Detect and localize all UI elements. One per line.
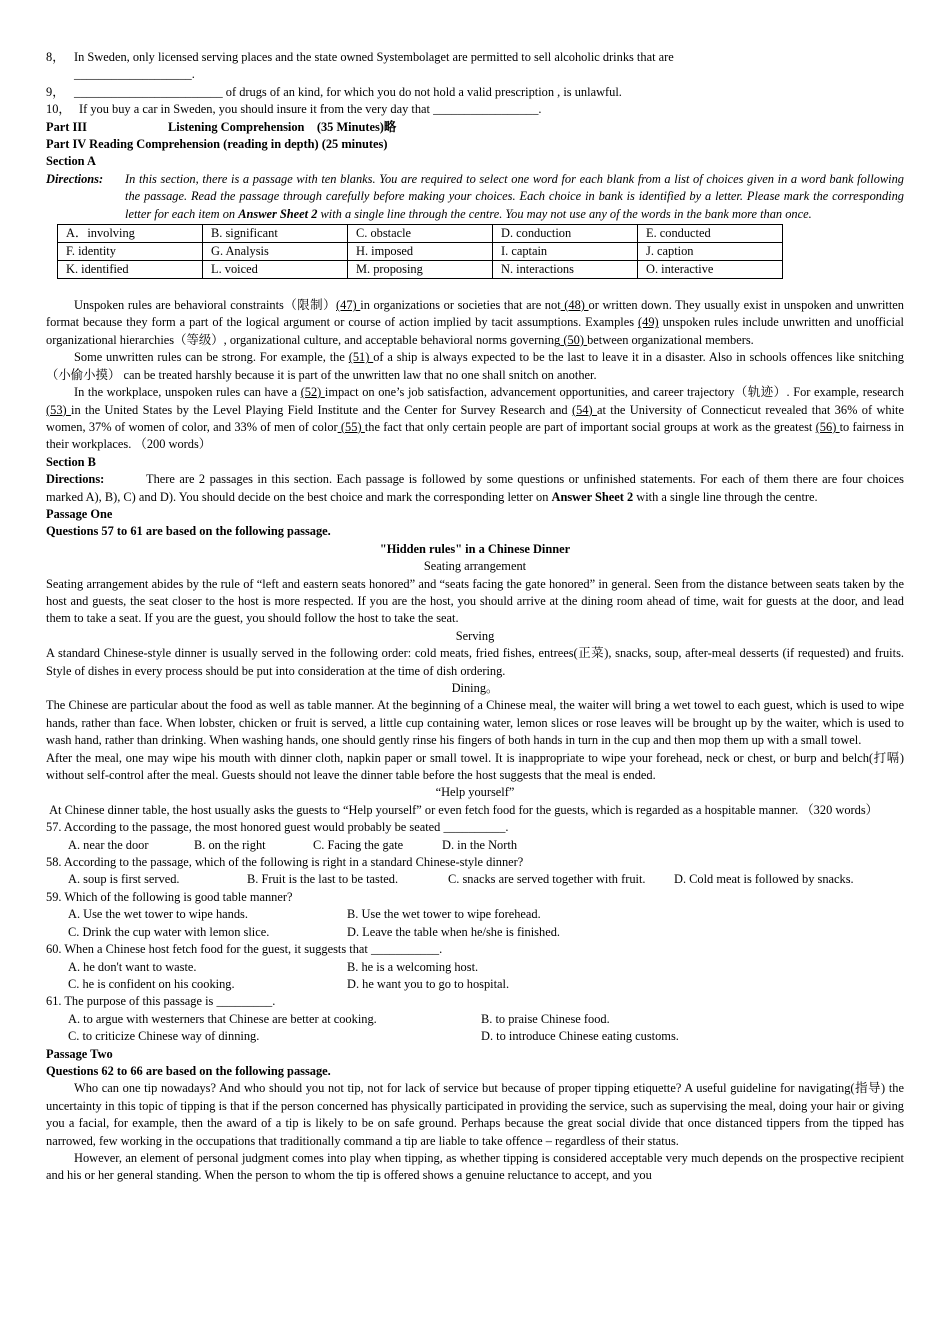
option-a[interactable]: A. soup is first served.: [68, 872, 180, 887]
directions-text-part: In this section, there is a passage with ten blanks. You are required to select one word for each blank from a list of choices given in a word bank following the passage. Read the passage through carefully before making your choices. Each choice in bank is identified by a letter. Please mark the corresponding letter for each item on: [125, 171, 904, 221]
word-bank-row: [58, 243, 783, 261]
paragraph-seating: Seating arrangement abides by the rule of “left and eastern seats honored” and “seats facing the gate honored” in general. Seen from the distance between seats taken by the host and guests, the seat closer to the host is more respected. If you are the host, you should arrive at the dining room ahead of time, wait for guests at the door, and lead them to take a seat. If you are the guest, you should follow the host to take the seat.: [46, 576, 904, 626]
item-number: 9，: [46, 84, 65, 99]
word-bank-cell: A．involving: [58, 225, 203, 243]
question-60-options-row-2: [46, 976, 904, 993]
word-bank-cell: J. caption: [638, 243, 783, 261]
directions-text: with a single line through the centre.: [633, 489, 818, 504]
option-b[interactable]: B. he is a welcoming host.: [347, 959, 479, 974]
blank-53: (53): [46, 402, 72, 417]
directions-text: [125, 171, 904, 223]
blank-55: (55): [337, 419, 365, 434]
question-59-options-row-1: [46, 906, 904, 923]
item-text: In Sweden, only licensed serving places and the state owned Systembolaget are permitted to sell alcoholic drinks that are: [74, 50, 674, 64]
part-iii-label: Part III: [46, 119, 87, 134]
passage-one-title: "Hidden rules" in a Chinese Dinner: [379, 541, 571, 556]
question-61-stem: 61. The purpose of this passage is _________.: [46, 994, 276, 1009]
passage-two-paragraph-2: However, an element of personal judgment comes into play when tipping, as whether tipping is considered acceptable very much depends on the prospective recipient and his or her general standing. When the person to whom the tip is offered shows a genuine reluctance to accept, and you: [46, 1150, 904, 1183]
word-bank-cell: K. identified: [58, 261, 203, 279]
blank-56: (56): [815, 419, 840, 434]
part-iii-heading: [46, 119, 904, 136]
blank-52: (52): [300, 385, 325, 400]
question-60-options-row-1: [46, 959, 904, 976]
item-8-continuation: ___________________.: [74, 67, 195, 82]
subheading-dining: Dining。: [451, 681, 499, 695]
word-bank-row: [58, 261, 783, 279]
blank-54: (54): [571, 402, 597, 417]
section-a-directions: [46, 171, 904, 223]
text: to fairness in their workplaces. （200 words）: [46, 419, 904, 452]
option-d[interactable]: D. to introduce Chinese eating customs.: [481, 1029, 679, 1044]
item-text: ________________________ of drugs of an kind, for which you do not hold a valid prescription , is unlawful.: [74, 84, 622, 99]
passage-one-intro: Questions 57 to 61 are based on the following passage.: [46, 524, 331, 539]
item-9: [46, 84, 904, 101]
section-b-directions: [46, 471, 904, 506]
word-bank-cell: F. identity: [58, 243, 203, 261]
text: in the United States by the Level Playing Field Institute and the Center for Survey Research and: [71, 402, 572, 417]
option-d[interactable]: D. in the North: [442, 837, 518, 852]
word-bank-cell: C. obstacle: [348, 225, 493, 243]
paragraph-after-meal: After the meal, one may wipe his mouth with dinner cloth, napkin paper or small towel. It is inappropriate to wipe your forehead, neck or chest, or burp and belch(打嗝) without self-control after the meal. Guests should not leave the dinner table before the host suggests that the meal is ended.: [46, 750, 904, 783]
word-bank-cell: H. imposed: [348, 243, 493, 261]
option-c[interactable]: C. Drink the cup water with lemon slice.: [68, 924, 270, 939]
option-c[interactable]: C. to criticize Chinese way of dinning.: [68, 1029, 260, 1044]
item-text: If you buy a car in Sweden, you should insure it from the very day that _________________.: [79, 102, 542, 117]
word-bank-cell: B. significant: [203, 225, 348, 243]
question-57-stem: 57. According to the passage, the most honored guest would probably be seated __________.: [46, 820, 509, 835]
word-bank-cell: L. voiced: [203, 261, 348, 279]
question-58-options: [46, 871, 904, 888]
section-a-heading: Section A: [46, 154, 96, 169]
directions-label: Directions:: [46, 472, 105, 487]
document-page: [46, 49, 904, 1185]
directions-text: There are 2 passages in this section. Each passage is followed by some questions or unfinished statements. For each of them there are four choices marked A), B), C) and D). You should decide on the best choice and mark the corresponding letter on: [46, 472, 904, 504]
text: or written down. They usually exist in unspoken and unwritten format because they form a part of the logical argument or course of action implied by tacit assumptions. Examples: [46, 298, 905, 330]
paragraph-dining: The Chinese are particular about the food as well as table manner. At the beginning of a Chinese meal, the waiter will bring a wet towel to each guest, which is used to wipe hands, rather than face. When lobster, chicken or fruit is served, a little cup containing water, lemon slices or rose leaves will be brought up by the waiter, which is used to wash hand, rather than drinking. When washing hands, one should gently rinse his fingers of both hands in turn in the cup and then mop them up with a small towel.: [46, 698, 904, 748]
item-number: 10，: [46, 102, 71, 117]
word-bank-cell: G. Analysis: [203, 243, 348, 261]
text: Some unwritten rules can be strong. For example, the: [74, 350, 349, 365]
passage-two-paragraph-1: Who can one tip nowadays? And who should you not tip, not for lack of service but because of proper tipping etiquette? A useful guideline for navigating(指导) the uncertainty in this topic of tipping is that if the person concerned has physically participated in providing the service, such as supervising the meal, doing your hair or giving you a facial, for example, then the award of a tip is likely to be on safe ground. Perhaps because the great social divide that once distanced tippers from the tipped has narrowed, few working in the occupations that traditionally command a tip are liable to take offence – regardless of their status.: [46, 1081, 904, 1148]
option-a[interactable]: A. to argue with westerners that Chinese are better at cooking.: [68, 1011, 377, 1026]
blank-50: (50): [560, 332, 588, 347]
option-a[interactable]: A. Use the wet tower to wipe hands.: [68, 907, 248, 922]
text: between organizational members.: [587, 332, 754, 347]
item-8: [46, 49, 904, 66]
option-c[interactable]: C. snacks are served together with fruit.: [448, 872, 646, 887]
blank-49: (49): [638, 315, 659, 330]
word-bank-row: [58, 225, 783, 243]
option-b[interactable]: B. on the right: [194, 837, 266, 852]
question-61-options-row-2: [46, 1028, 904, 1045]
blank-48: (48): [560, 298, 589, 313]
word-bank-cell: M. proposing: [348, 261, 493, 279]
question-60-stem: 60. When a Chinese host fetch food for the guest, it suggests that ___________.: [46, 942, 443, 957]
text: In the workplace, unspoken rules can have a: [74, 385, 301, 400]
section-b-heading: Section B: [46, 454, 96, 469]
question-61-options-row-1: [46, 1011, 904, 1028]
item-10: [46, 101, 904, 118]
option-d[interactable]: D. he want you to go to hospital.: [347, 976, 510, 991]
question-59-stem: 59. Which of the following is good table manner?: [46, 889, 293, 904]
option-c[interactable]: C. he is confident on his cooking.: [68, 976, 235, 991]
directions-label: Directions:: [46, 171, 104, 186]
cloze-paragraph-3: [46, 384, 904, 454]
option-a[interactable]: A. he don't want to waste.: [68, 959, 197, 974]
word-bank-cell: D. conduction: [493, 225, 638, 243]
word-bank-cell: N. interactions: [493, 261, 638, 279]
option-d[interactable]: D. Cold meat is followed by snacks.: [674, 872, 854, 887]
cloze-paragraph-2: [46, 349, 904, 384]
word-bank-cell: I. captain: [493, 243, 638, 261]
word-bank-table: [57, 224, 783, 279]
part-iii-title: Listening Comprehension (35 Minutes)略: [168, 119, 397, 134]
cloze-paragraph-1: [46, 297, 904, 349]
text: the fact that only certain people are part of important social groups at work as the greatest: [364, 419, 816, 434]
paragraph-serving: A standard Chinese-style dinner is usually served in the following order: cold meats, fried fishes, entrees(正菜), snacks, soup, after-meal desserts (if requested) and fruits. Style of dishes in every process should be put into consideration at the time of dish ordering.: [46, 646, 904, 678]
question-57-options: [46, 837, 904, 854]
word-bank-cell: E. conducted: [638, 225, 783, 243]
text: at the University of Connecticut revealed that 36% of white women, 37% of women of color, and 33% of men of color: [46, 402, 904, 434]
text: impact on one’s job satisfaction, advancement opportunities, and career trajectory（轨迹）. For example, research: [324, 385, 904, 400]
part-iv-heading: Part IV Reading Comprehension (reading in depth) (25 minutes): [46, 137, 388, 152]
text: unspoken rules include unwritten and unofficial organizational hierarchies（等级）, organizational culture, and acceptable behavioral norms governing: [46, 315, 904, 347]
option-b[interactable]: B. to praise Chinese food.: [481, 1011, 610, 1026]
subheading-seating: Seating arrangement: [423, 559, 527, 574]
passage-two-intro: Questions 62 to 66 are based on the following passage.: [46, 1063, 331, 1078]
directions-text-part: with a single line through the centre. You may not use any of the words in the bank more than once.: [317, 206, 812, 221]
subheading-serving: Serving: [455, 628, 495, 643]
passage-two-label: Passage Two: [46, 1046, 113, 1061]
text: of a ship is always expected to be the last to leave it in a disaster. Also in schools offences like snitching（小偷小摸） can be treated harshly because it is part of the unwritten law that no one shall snitch on another.: [46, 350, 904, 382]
question-59-options-row-2: [46, 924, 904, 941]
word-bank-cell: O. interactive: [638, 261, 783, 279]
subheading-help-yourself: “Help yourself”: [435, 785, 515, 800]
option-d[interactable]: D. Leave the table when he/she is finished.: [347, 924, 560, 939]
question-58-stem: 58. According to the passage, which of the following is right in a standard Chinese-style dinner?: [46, 855, 524, 870]
blank-47: (47): [336, 298, 361, 313]
option-c[interactable]: C. Facing the gate: [313, 837, 404, 852]
paragraph-help-yourself: At Chinese dinner table, the host usually asks the guests to “Help yourself” or even fetch food for the guests, which is regarded as a hospitable manner. （320 words）: [46, 802, 879, 817]
answer-sheet-ref: Answer Sheet 2: [238, 206, 318, 221]
option-b[interactable]: B. Use the wet tower to wipe forehead.: [347, 907, 541, 922]
blank-51: (51): [348, 350, 374, 365]
passage-one-label: Passage One: [46, 506, 113, 521]
spacer: [46, 279, 904, 297]
option-b[interactable]: B. Fruit is the last to be tasted.: [247, 872, 399, 887]
answer-sheet-ref: Answer Sheet 2: [551, 489, 634, 504]
text: Unspoken rules are behavioral constraints（限制）: [74, 298, 337, 313]
item-number: 8，: [46, 50, 65, 64]
text: in organizations or societies that are not: [360, 298, 561, 313]
option-a[interactable]: A. near the door: [68, 837, 149, 852]
